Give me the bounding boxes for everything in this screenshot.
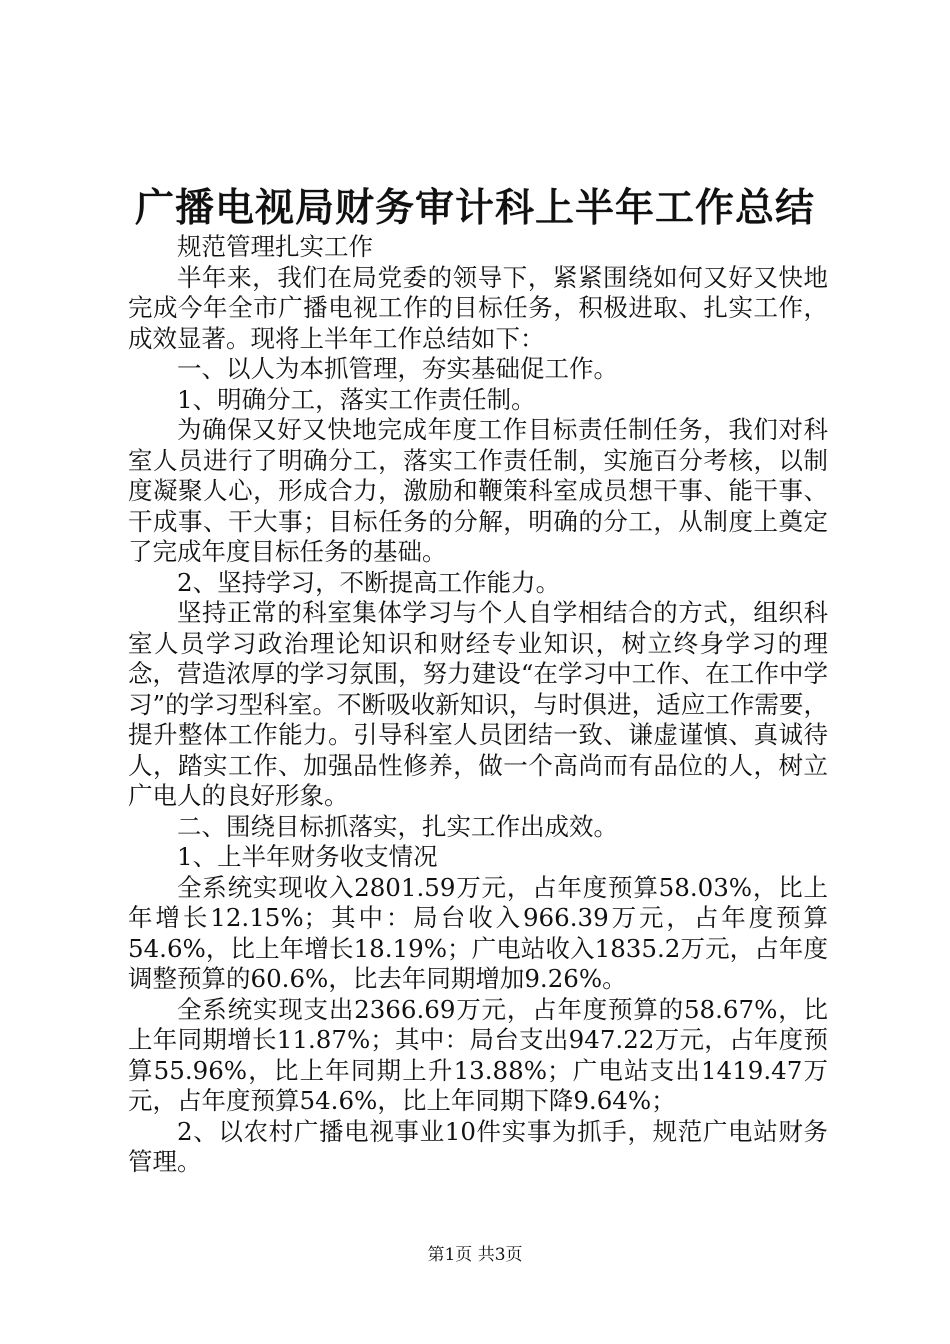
- subsection-heading-1-2: 2、坚持学习，不断提高工作能力。: [177, 567, 561, 597]
- paragraph-intro: 半年来，我们在局党委的领导下，紧紧围绕如何又好又快地完成今年全市广播电视工作的目标任务，积极进取、扎实工作，成效显著。现将上半年工作总结如下：: [128, 262, 828, 353]
- paragraph-expenditure: 全系统实现支出2366.69万元，占年度预算的58.67%，比上年同期增长11.87%；其中：局台支出947.22万元，占年度预算55.96%，比上年同期上升13.88%；广电站支出1419.47万元，占年度预算54.6%，比上年同期下降9.64%；: [128, 994, 828, 1115]
- page-number-footer: 第1页 共3页: [427, 1245, 523, 1265]
- paragraph: 为确保又好又快地完成年度工作目标责任制任务，我们对科室人员进行了明确分工，落实工作责任制，实施百分考核，以制度凝聚人心，形成合力，激励和鞭策科室成员想干事、能干事、干成事、干大事；目标任务的分解，明确的分工，从制度上奠定了完成年度目标任务的基础。: [128, 415, 828, 566]
- subsection-heading-1-1: 1、明确分工，落实工作责任制。: [177, 384, 536, 414]
- document-title: 广播电视局财务审计科上半年工作总结: [134, 185, 815, 231]
- paragraph: 坚持正常的科室集体学习与个人自学相结合的方式，组织科室人员学习政治理论知识和财经专业知识，树立终身学习的理念，营造浓厚的学习氛围，努力建设“在学习中工作、在工作中学习”的学习型科室。不断吸收新知识，与时俱进，适应工作需要，提升整体工作能力。引导科室人员团结一致、谦虚谨慎、真诚待人，踏实工作、加强品性修养，做一个高尚而有品位的人，树立广电人的良好形象。: [128, 598, 828, 810]
- paragraph-income: 全系统实现收入2801.59万元，占年度预算58.03%，比上年增长12.15%；其中：局台收入966.39万元，占年度预算54.6%，比上年增长18.19%；广电站收入1835.2万元，占年度调整预算的60.6%，比去年同期增加9.26%。: [128, 872, 828, 993]
- paragraph-subtitle: 规范管理扎实工作: [177, 232, 373, 261]
- document-body: [128, 232, 828, 1178]
- section-heading-2: 二、围绕目标抓落实，扎实工作出成效。: [177, 811, 618, 841]
- section-heading-1: 一、以人为本抓管理，夯实基础促工作。: [177, 354, 618, 383]
- subsection-heading-2-1: 1、上半年财务收支情况: [177, 842, 438, 871]
- subsection-heading-2-2: 2、以农村广播电视事业10件实事为抓手，规范广电站财务管理。: [128, 1116, 828, 1176]
